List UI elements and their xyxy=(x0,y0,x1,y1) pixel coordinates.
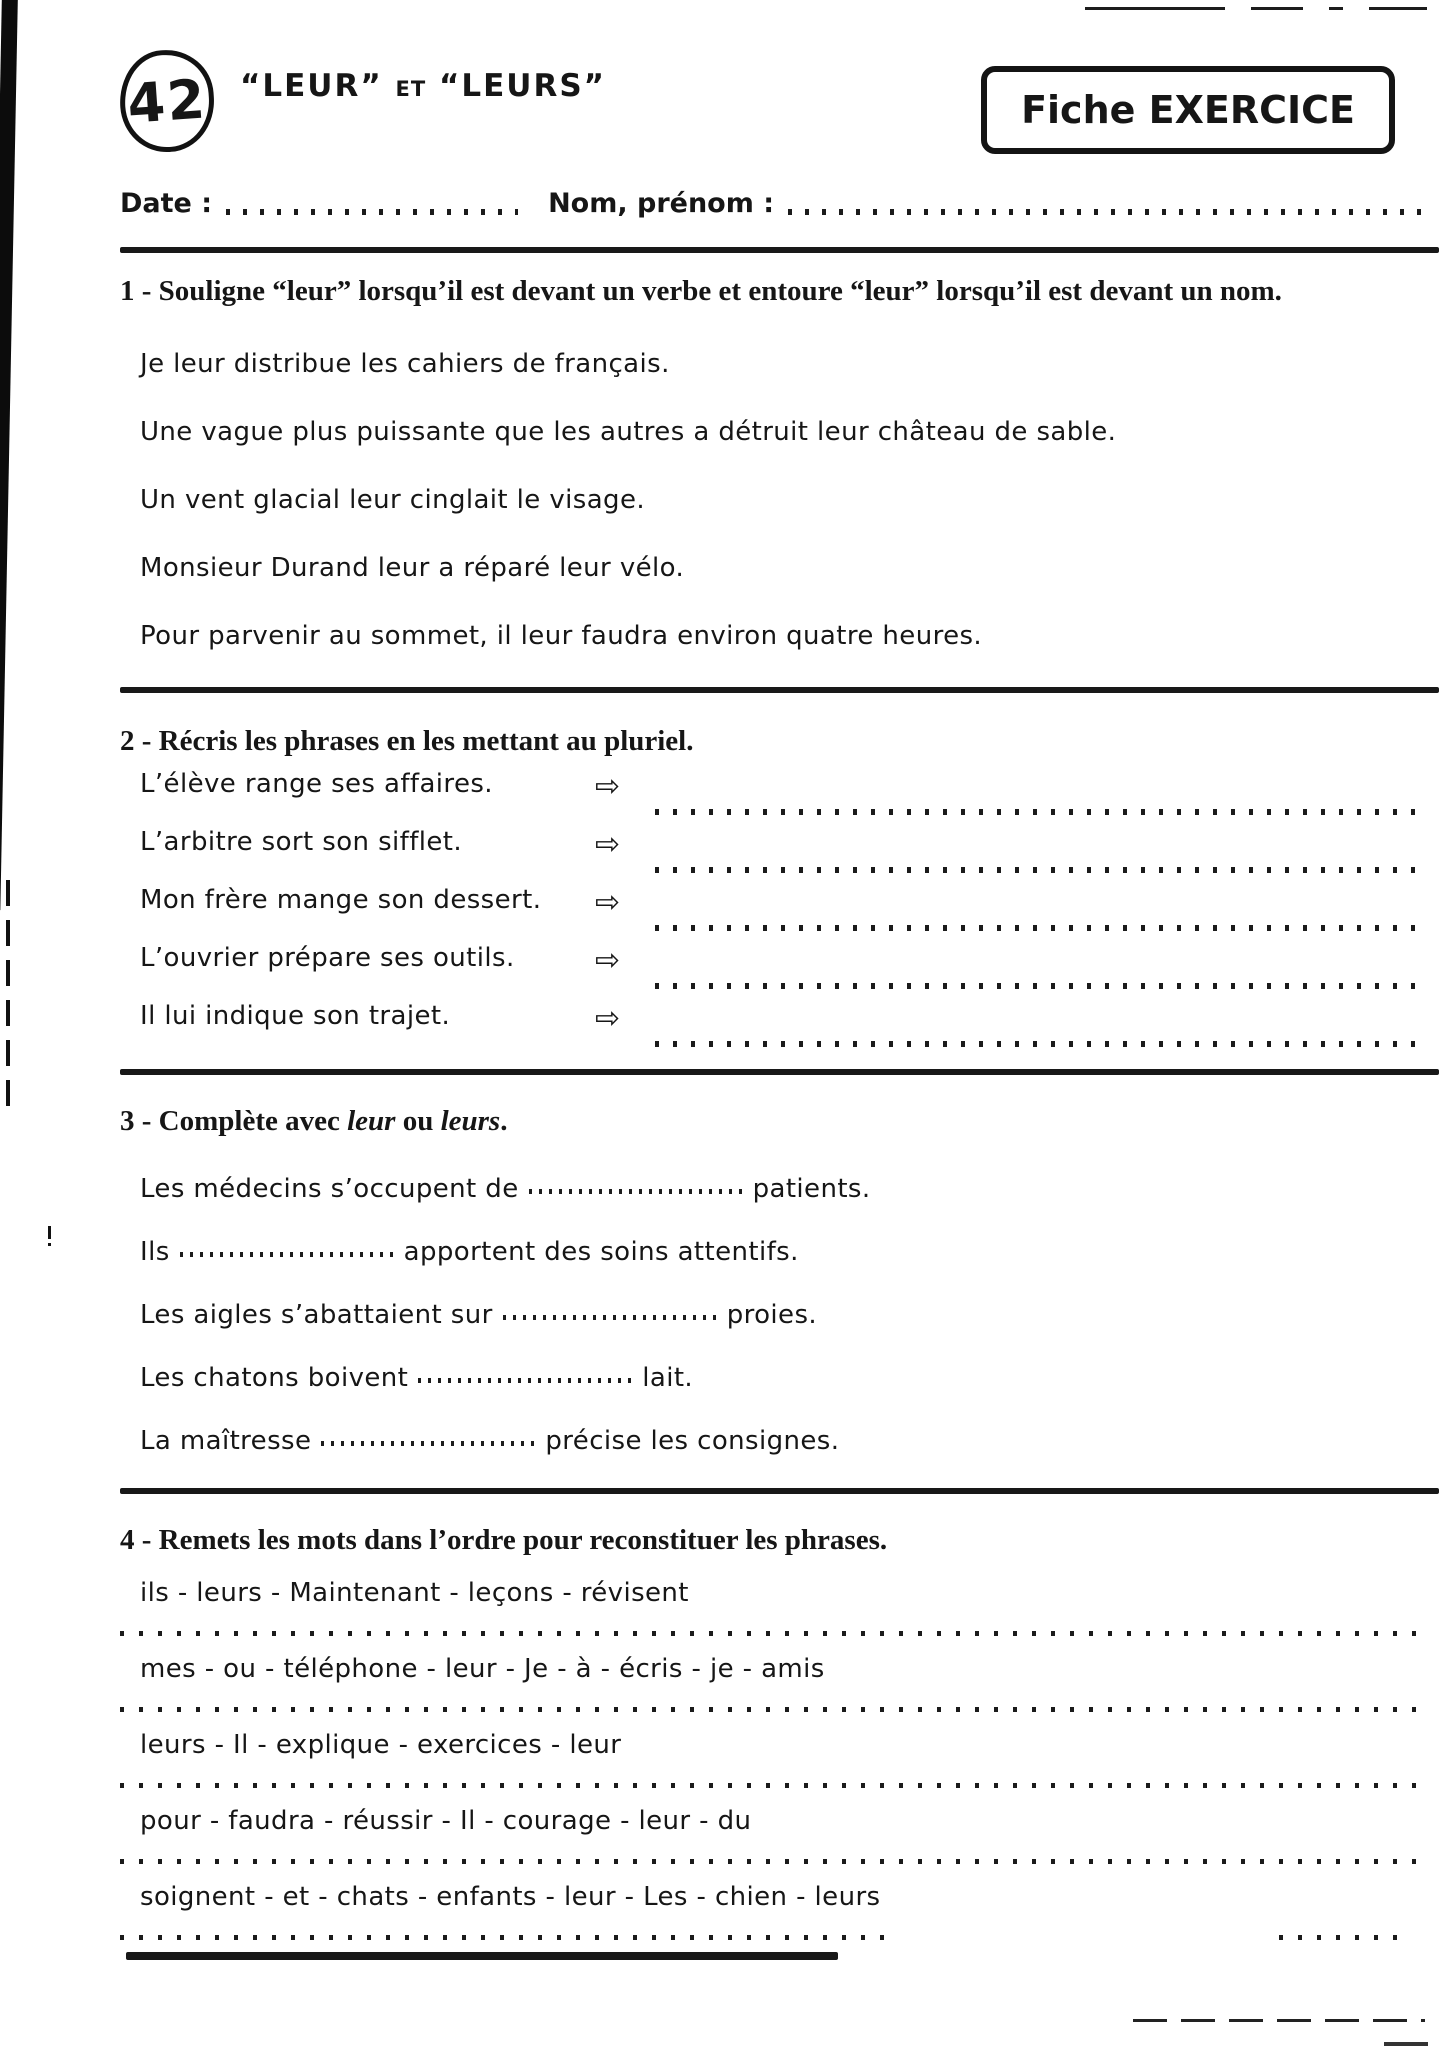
fill-blank[interactable] xyxy=(418,1378,632,1383)
header xyxy=(120,50,1439,154)
arrow-right-icon: ⇨ xyxy=(595,769,621,805)
exercise3-heading: 3 - Complète avec leur ou leurs. xyxy=(120,1105,508,1138)
section-divider xyxy=(120,1069,1439,1075)
section-divider-partial xyxy=(126,1952,838,1960)
answer-line[interactable] xyxy=(655,983,1421,989)
exercise2-sentence: Mon frère mange son dessert. xyxy=(140,885,542,916)
word-bank-line: ils - leurs - Maintenant - leçons - révisent xyxy=(140,1578,689,1609)
section-divider xyxy=(120,247,1439,253)
exercise2-sentence: L’ouvrier prépare ses outils. xyxy=(140,943,515,974)
answer-line[interactable] xyxy=(655,809,1421,815)
exercise1-sentence: Monsieur Durand leur a réparé leur vélo. xyxy=(140,553,685,584)
answer-line[interactable] xyxy=(120,1859,1429,1864)
exercise2-sentence: L’arbitre sort son sifflet. xyxy=(140,827,463,858)
answer-line[interactable] xyxy=(120,1631,1429,1636)
page-title: “LEUR” ET “LEURS” xyxy=(240,68,607,104)
exercise3-line: La maîtresse précise les consignes. xyxy=(140,1426,840,1457)
answer-line[interactable] xyxy=(655,867,1421,873)
fill-blank[interactable] xyxy=(321,1441,535,1446)
exercise2-row xyxy=(120,827,1439,877)
answer-line[interactable] xyxy=(655,1041,1421,1047)
exercise1-sentence: Je leur distribue les cahiers de français. xyxy=(140,349,670,380)
exercise1-heading: 1 - Souligne “leur” lorsqu’il est devant un verbe et entoure “leur” lorsqu’il est devant un nom. xyxy=(120,275,1282,307)
answer-line[interactable] xyxy=(655,925,1421,931)
word-bank-line: leurs - Il - explique - exercices - leur xyxy=(140,1730,622,1761)
answer-line[interactable] xyxy=(120,1783,1429,1788)
lesson-number-badge xyxy=(117,47,218,155)
sheet-type-box xyxy=(981,66,1395,154)
exercise2-sentence: L’élève range ses affaires. xyxy=(140,769,493,800)
scan-edge-artifact-tail xyxy=(6,880,10,1110)
arrow-right-icon: ⇨ xyxy=(595,1001,621,1037)
exercise3-line: Les aigles s’abattaient sur proies. xyxy=(140,1300,818,1331)
word-bank-line: pour - faudra - réussir - Il - courage - leur - du xyxy=(140,1806,752,1837)
scan-bottom-line xyxy=(1133,2019,1425,2022)
sheet-type-label: Fiche EXERCICE xyxy=(1021,88,1355,132)
arrow-right-icon: ⇨ xyxy=(595,885,621,921)
fill-blank[interactable] xyxy=(503,1315,717,1320)
exercise4-heading: 4 - Remets les mots dans l’ordre pour reconstituer les phrases. xyxy=(120,1524,888,1557)
name-label: Nom, prénom : xyxy=(548,188,775,219)
scan-edge-artifact xyxy=(0,0,18,910)
word-bank-line: mes - ou - téléphone - leur - Je - à - écris - je - amis xyxy=(140,1654,825,1685)
date-label: Date : xyxy=(120,188,213,219)
scan-bottom-line xyxy=(1384,2042,1428,2046)
exercise3-line: Ils apportent des soins attentifs. xyxy=(140,1237,799,1268)
exercise1-sentence: Un vent glacial leur cinglait le visage. xyxy=(140,485,646,516)
exercise2-row xyxy=(120,769,1439,819)
exercise3-line: Les médecins s’occupent de patients. xyxy=(140,1174,871,1205)
answer-line[interactable] xyxy=(120,1707,1429,1712)
section-divider xyxy=(120,1488,1439,1494)
exercise2-row xyxy=(120,1001,1439,1051)
last-answer-row xyxy=(120,1935,1439,1940)
lesson-number: 42 xyxy=(125,66,209,136)
fill-blank[interactable] xyxy=(180,1252,394,1257)
name-field[interactable] xyxy=(788,209,1433,215)
exercise3-line: Les chatons boivent lait. xyxy=(140,1363,694,1394)
exercise2-row xyxy=(120,943,1439,993)
exercise2-heading: 2 - Récris les phrases en les mettant au pluriel. xyxy=(120,725,694,758)
answer-line[interactable] xyxy=(120,1935,892,1940)
exercise1-sentence: Une vague plus puissante que les autres a détruit leur château de sable. xyxy=(140,417,1117,448)
word-bank-line: soignent - et - chats - enfants - leur - Les - chien - leurs xyxy=(140,1882,881,1913)
exercise2-sentence: Il lui indique son trajet. xyxy=(140,1001,451,1032)
section-divider xyxy=(120,687,1439,693)
scan-speck xyxy=(48,1226,51,1239)
arrow-right-icon: ⇨ xyxy=(595,943,621,979)
answer-line[interactable] xyxy=(1279,1935,1411,1940)
exercise2-row xyxy=(120,885,1439,935)
arrow-right-icon: ⇨ xyxy=(595,827,621,863)
identity-row xyxy=(120,188,1439,219)
fill-blank[interactable] xyxy=(529,1189,743,1194)
date-field[interactable] xyxy=(226,209,518,215)
exercise1-sentence: Pour parvenir au sommet, il leur faudra environ quatre heures. xyxy=(140,621,983,652)
